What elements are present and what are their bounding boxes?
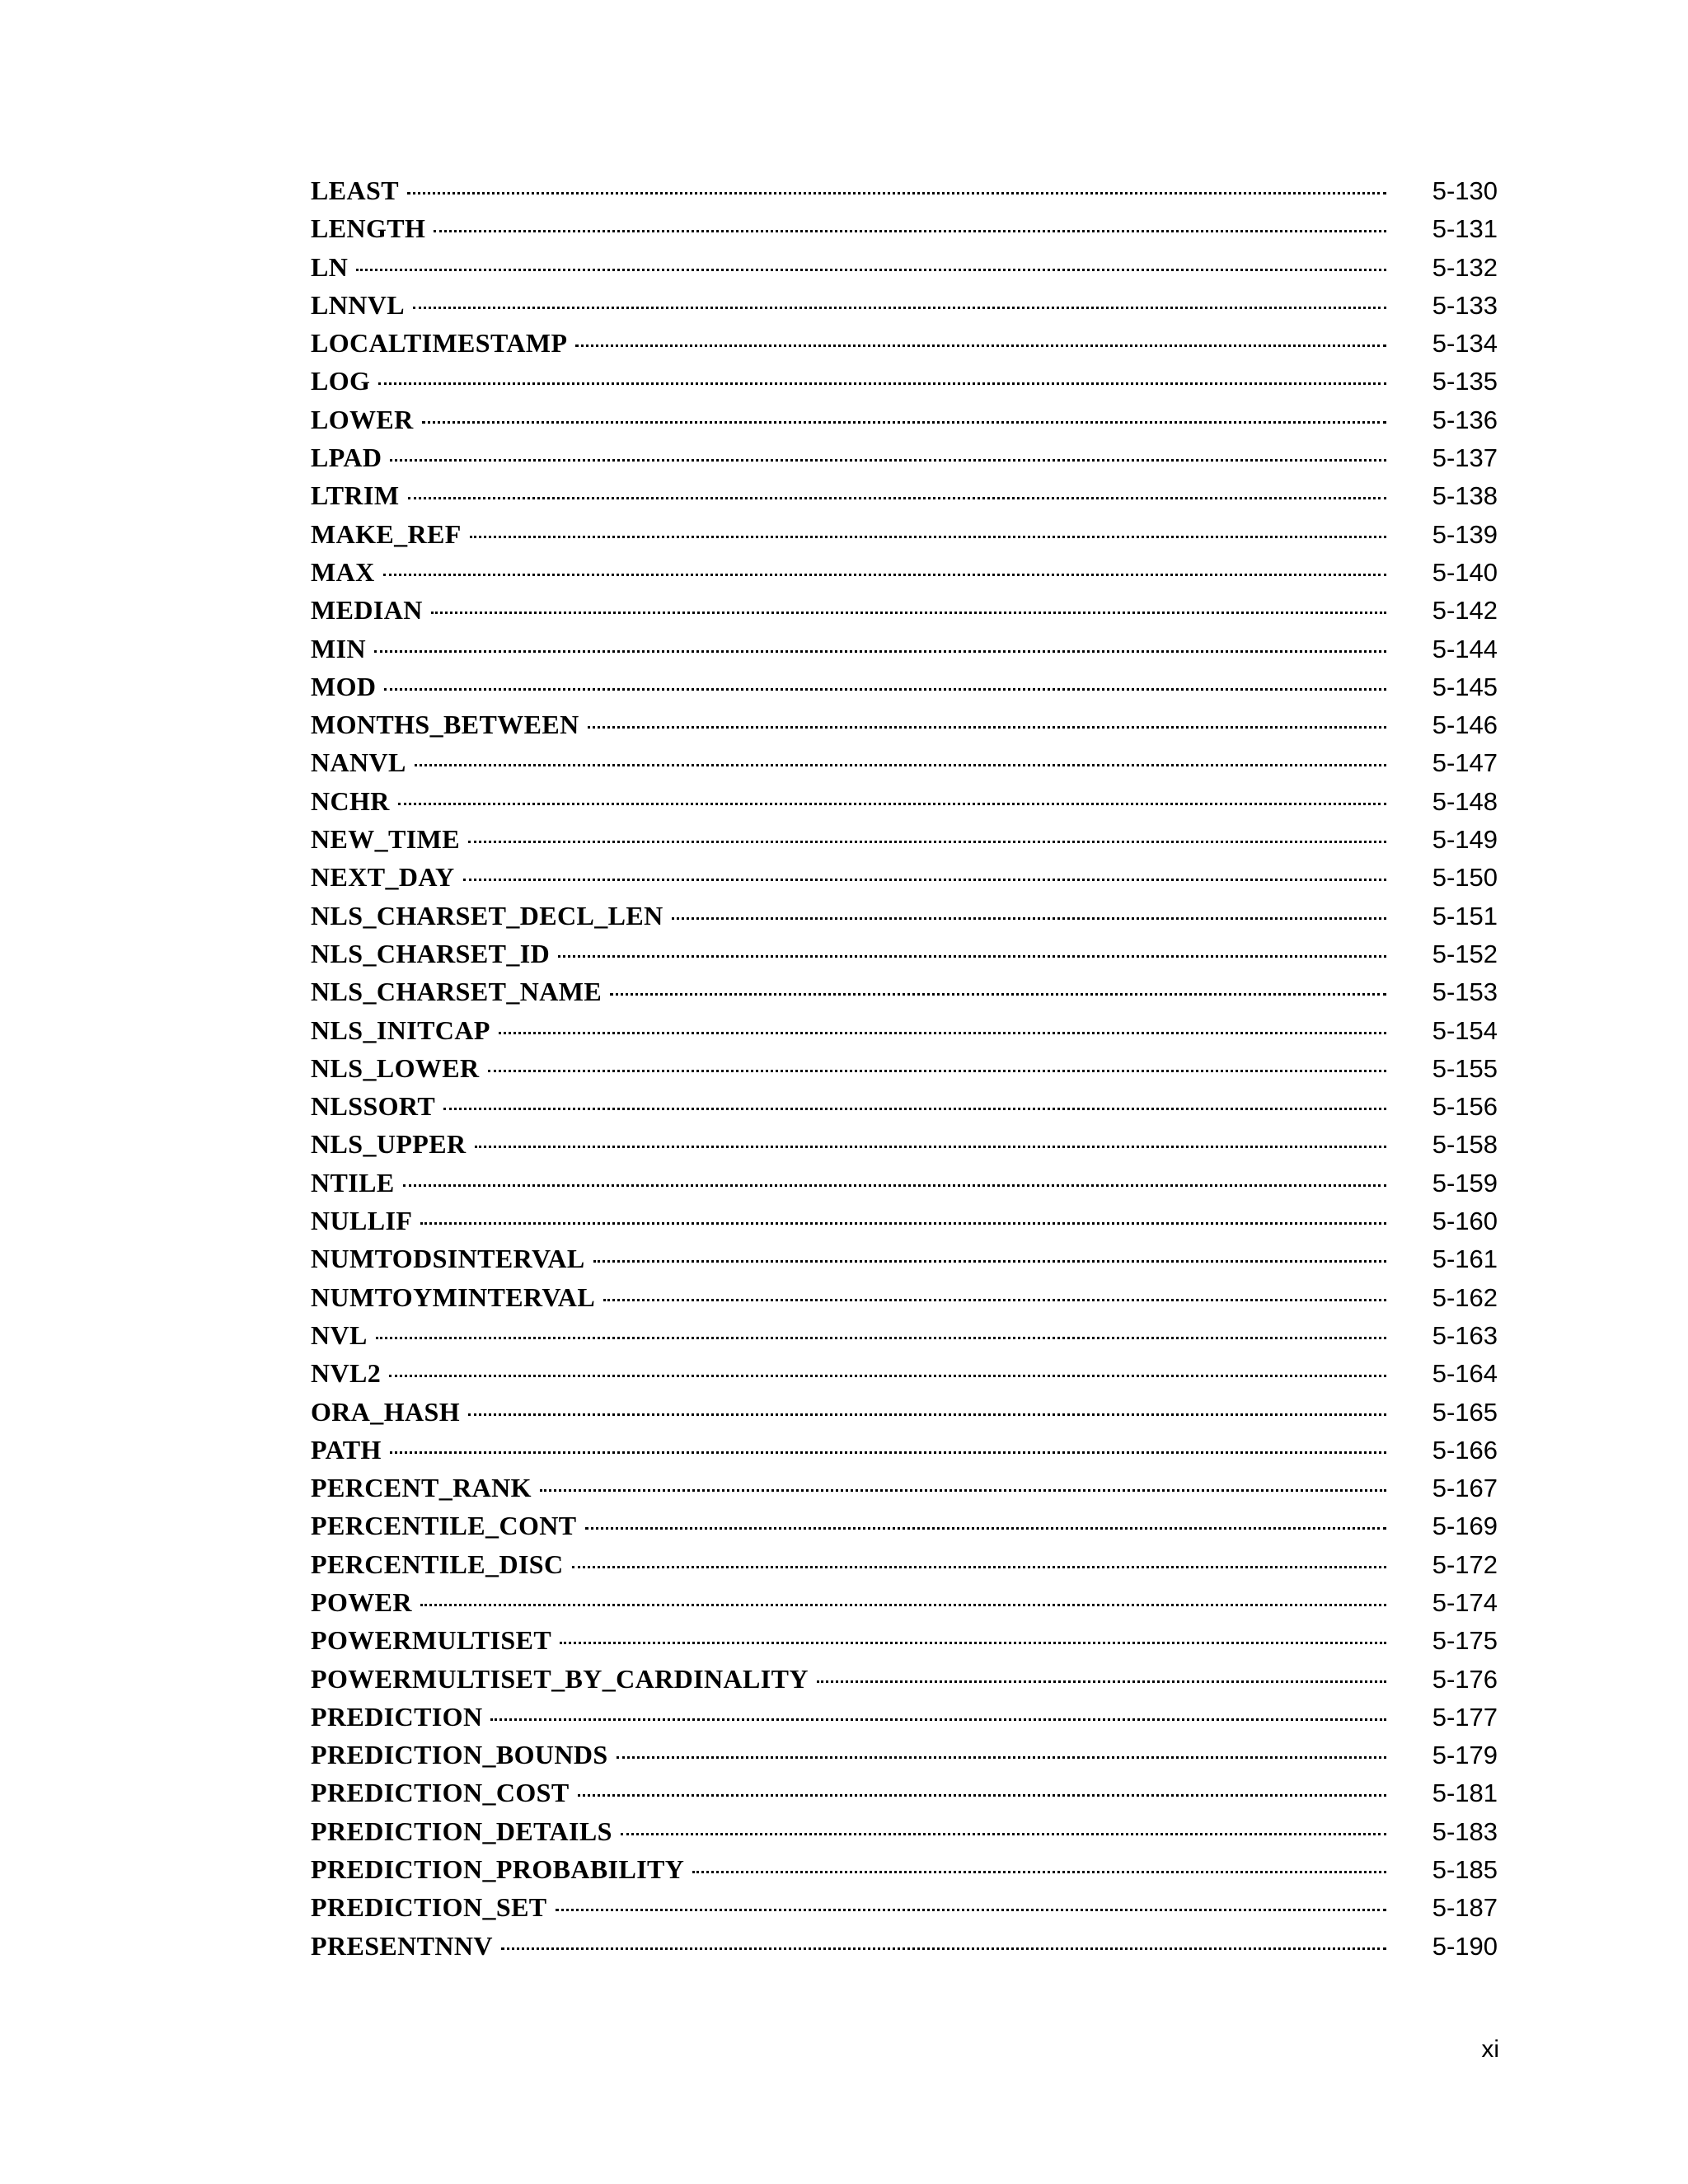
- toc-entry-page: 5-164: [1432, 1359, 1498, 1389]
- toc-entry[interactable]: [311, 1469, 1498, 1507]
- toc-entry-page: 5-159: [1432, 1168, 1498, 1197]
- toc-entry[interactable]: [311, 591, 1498, 629]
- toc-dot-leader: [610, 993, 1386, 996]
- toc-entry-page: 5-133: [1432, 290, 1498, 320]
- toc-entry-page: 5-136: [1432, 405, 1498, 434]
- toc-entry-title: LTRIM: [311, 480, 400, 511]
- toc-entry-title: PATH: [311, 1434, 382, 1465]
- toc-dot-leader: [468, 1413, 1386, 1416]
- toc-entry-title: NLS_CHARSET_DECL_LEN: [311, 900, 663, 930]
- toc-entry-title: PREDICTION: [311, 1701, 483, 1732]
- toc-dot-leader: [389, 1375, 1386, 1377]
- toc-entry[interactable]: [311, 897, 1498, 935]
- toc-entry-page: 5-150: [1432, 863, 1498, 893]
- toc-entry[interactable]: [311, 1545, 1498, 1583]
- toc-entry-page: 5-172: [1432, 1549, 1498, 1579]
- toc-entry-title: NVL2: [311, 1358, 382, 1389]
- toc-dot-leader: [617, 1756, 1386, 1759]
- toc-dot-leader: [578, 1794, 1386, 1797]
- toc-entry-title: MEDIAN: [311, 595, 423, 626]
- toc-dot-leader: [672, 917, 1386, 920]
- toc-entry[interactable]: [311, 1011, 1498, 1049]
- toc-entry-page: 5-135: [1432, 367, 1498, 396]
- toc-entry-page: 5-190: [1432, 1931, 1498, 1961]
- toc-dot-leader: [575, 344, 1386, 347]
- toc-entry-title: LOWER: [311, 404, 414, 434]
- toc-dot-leader: [572, 1566, 1386, 1568]
- toc-entry-title: PERCENTILE_DISC: [311, 1549, 564, 1579]
- toc-entry[interactable]: [311, 286, 1498, 324]
- toc-entry-page: 5-187: [1432, 1893, 1498, 1923]
- toc-entry[interactable]: [311, 1431, 1498, 1469]
- toc-entry-title: NLS_CHARSET_NAME: [311, 977, 603, 1007]
- toc-entry[interactable]: [311, 1698, 1498, 1736]
- toc-entry[interactable]: [311, 705, 1498, 743]
- toc-entry-page: 5-183: [1432, 1816, 1498, 1846]
- toc-entry-title: POWER: [311, 1586, 412, 1617]
- toc-entry-page: 5-161: [1432, 1244, 1498, 1274]
- toc-entry-title: NLS_LOWER: [311, 1052, 480, 1083]
- toc-entry[interactable]: [311, 438, 1498, 476]
- toc-entry-title: PREDICTION_SET: [311, 1892, 547, 1923]
- toc-entry[interactable]: [311, 401, 1498, 438]
- toc-entry-page: 5-154: [1432, 1015, 1498, 1045]
- toc-entry[interactable]: [311, 668, 1498, 705]
- toc-entry-page: 5-142: [1432, 596, 1498, 626]
- toc-entry-page: 5-165: [1432, 1397, 1498, 1427]
- toc-entry-title: POWERMULTISET_BY_CARDINALITY: [311, 1663, 809, 1694]
- toc-dot-leader: [470, 536, 1386, 538]
- toc-dot-leader: [408, 497, 1386, 499]
- toc-dot-leader: [443, 1108, 1386, 1110]
- toc-dot-leader: [540, 1489, 1386, 1492]
- toc-entry-title: PREDICTION_PROBABILITY: [311, 1854, 685, 1885]
- toc-entry-page: 5-158: [1432, 1130, 1498, 1160]
- toc-entry-page: 5-146: [1432, 710, 1498, 740]
- toc-entry-title: POWERMULTISET: [311, 1625, 552, 1656]
- toc-entry-page: 5-145: [1432, 672, 1498, 701]
- toc-entry-page: 5-137: [1432, 443, 1498, 473]
- toc-entry-title: MAKE_REF: [311, 518, 462, 549]
- toc-entry-page: 5-134: [1432, 329, 1498, 359]
- toc-entry-title: LENGTH: [311, 213, 426, 244]
- toc-dot-leader: [556, 1909, 1386, 1911]
- toc-entry-title: NUMTODSINTERVAL: [311, 1244, 585, 1274]
- toc-entry-page: 5-148: [1432, 786, 1498, 816]
- toc-entry-page: 5-131: [1432, 214, 1498, 244]
- toc-entry-page: 5-185: [1432, 1855, 1498, 1885]
- toc-entry[interactable]: [311, 476, 1498, 514]
- toc-entry-title: NLSSORT: [311, 1091, 436, 1122]
- toc-entry-title: PRESENTNNV: [311, 1930, 493, 1961]
- toc-entry-page: 5-167: [1432, 1474, 1498, 1503]
- toc-entry-title: MONTHS_BETWEEN: [311, 710, 579, 740]
- toc-dot-leader: [383, 574, 1386, 576]
- toc-entry[interactable]: [311, 1087, 1498, 1125]
- toc-dot-leader: [398, 803, 1386, 805]
- toc-entry-page: 5-139: [1432, 519, 1498, 549]
- toc-dot-leader: [490, 1718, 1386, 1721]
- toc-entry-page: 5-140: [1432, 557, 1498, 587]
- toc-entry-title: NULLIF: [311, 1206, 413, 1236]
- toc-entry-title: PERCENTILE_CONT: [311, 1511, 577, 1541]
- toc-entry-title: MOD: [311, 671, 377, 701]
- toc-entry-title: ORA_HASH: [311, 1396, 460, 1427]
- toc-dot-leader: [420, 1222, 1386, 1225]
- toc-entry[interactable]: [311, 1888, 1498, 1926]
- toc-dot-leader: [407, 192, 1386, 194]
- toc-dot-leader: [621, 1833, 1386, 1835]
- toc-dot-leader: [413, 307, 1386, 309]
- toc-entry-page: 5-144: [1432, 634, 1498, 663]
- toc-entry[interactable]: [311, 1660, 1498, 1698]
- toc-entry[interactable]: [311, 858, 1498, 896]
- toc-entry-title: NLS_CHARSET_ID: [311, 938, 551, 968]
- toc-entry[interactable]: [311, 743, 1498, 781]
- toc-entry[interactable]: [311, 630, 1498, 668]
- toc-entry-title: NLS_INITCAP: [311, 1015, 490, 1045]
- toc-entry-page: 5-174: [1432, 1587, 1498, 1617]
- toc-entry-title: NCHR: [311, 785, 390, 816]
- toc-entry-title: NVL: [311, 1319, 368, 1350]
- toc-entry-page: 5-151: [1432, 901, 1498, 930]
- toc-entry[interactable]: [311, 1202, 1498, 1240]
- toc-entry-title: LN: [311, 251, 349, 282]
- toc-dot-leader: [593, 1260, 1386, 1263]
- toc-entry[interactable]: [311, 782, 1498, 820]
- toc-dot-leader: [501, 1947, 1386, 1950]
- toc-dot-leader: [588, 726, 1386, 729]
- toc-entry[interactable]: [311, 1278, 1498, 1316]
- toc-entry-title: MAX: [311, 556, 375, 587]
- toc-entry[interactable]: [311, 1049, 1498, 1087]
- toc-dot-leader: [374, 650, 1386, 653]
- toc-entry[interactable]: [311, 324, 1498, 362]
- toc-entry-title: NANVL: [311, 748, 406, 778]
- toc-dot-leader: [376, 1337, 1386, 1339]
- toc-dot-leader: [692, 1871, 1386, 1873]
- toc-entry-title: LOCALTIMESTAMP: [311, 328, 568, 359]
- toc-entry[interactable]: [311, 1354, 1498, 1392]
- toc-dot-leader: [560, 1642, 1386, 1644]
- toc-dot-leader: [390, 1451, 1386, 1454]
- toc-entry-page: 5-152: [1432, 939, 1498, 968]
- toc-entry[interactable]: [311, 1125, 1498, 1163]
- toc-entry[interactable]: [311, 1774, 1498, 1811]
- toc-dot-leader: [585, 1527, 1387, 1530]
- page-number: xi: [1481, 2036, 1499, 2063]
- toc-entry-page: 5-163: [1432, 1320, 1498, 1350]
- toc-dot-leader: [468, 841, 1386, 843]
- toc-entry-page: 5-130: [1432, 176, 1498, 205]
- table-of-contents: [311, 171, 1498, 1965]
- toc-entry-title: PERCENT_RANK: [311, 1473, 532, 1503]
- toc-dot-leader: [356, 269, 1386, 271]
- toc-entry-title: LNNVL: [311, 289, 406, 320]
- toc-entry[interactable]: [311, 1164, 1498, 1202]
- toc-entry-title: PREDICTION_COST: [311, 1778, 570, 1808]
- toc-entry[interactable]: [311, 553, 1498, 591]
- toc-entry-title: NTILE: [311, 1167, 395, 1197]
- toc-dot-leader: [558, 955, 1386, 958]
- toc-dot-leader: [403, 1184, 1386, 1187]
- toc-dot-leader: [422, 421, 1386, 424]
- toc-entry[interactable]: [311, 1812, 1498, 1850]
- toc-dot-leader: [463, 879, 1387, 881]
- toc-entry[interactable]: [311, 1736, 1498, 1774]
- toc-entry-page: 5-155: [1432, 1053, 1498, 1083]
- toc-entry-page: 5-147: [1432, 748, 1498, 778]
- toc-entry[interactable]: [311, 209, 1498, 247]
- toc-dot-leader: [817, 1680, 1386, 1683]
- toc-dot-leader: [378, 382, 1386, 385]
- toc-entry[interactable]: [311, 515, 1498, 553]
- toc-entry[interactable]: [311, 1316, 1498, 1354]
- toc-dot-leader: [384, 688, 1386, 691]
- toc-dot-leader: [415, 764, 1386, 766]
- toc-dot-leader: [499, 1032, 1386, 1034]
- toc-entry-title: LPAD: [311, 443, 382, 473]
- toc-dot-leader: [420, 1604, 1386, 1606]
- toc-entry[interactable]: [311, 171, 1498, 209]
- toc-entry-page: 5-153: [1432, 977, 1498, 1007]
- toc-entry-page: 5-149: [1432, 825, 1498, 855]
- toc-entry-page: 5-181: [1432, 1779, 1498, 1808]
- toc-entry[interactable]: [311, 935, 1498, 972]
- toc-entry[interactable]: [311, 1583, 1498, 1621]
- toc-entry-title: PREDICTION_DETAILS: [311, 1816, 612, 1846]
- toc-entry[interactable]: [311, 1621, 1498, 1659]
- toc-entry-title: NEXT_DAY: [311, 862, 455, 893]
- toc-entry-title: NEW_TIME: [311, 824, 460, 855]
- toc-entry[interactable]: [311, 1393, 1498, 1431]
- toc-entry-page: 5-166: [1432, 1435, 1498, 1465]
- toc-entry-page: 5-177: [1432, 1702, 1498, 1732]
- toc-entry-title: MIN: [311, 633, 366, 663]
- toc-entry[interactable]: [311, 1507, 1498, 1544]
- toc-entry-title: NUMTOYMINTERVAL: [311, 1282, 596, 1312]
- toc-entry[interactable]: [311, 820, 1498, 858]
- toc-entry-page: 5-132: [1432, 252, 1498, 282]
- toc-dot-leader: [434, 230, 1386, 232]
- toc-dot-leader: [390, 459, 1386, 462]
- toc-entry-page: 5-175: [1432, 1626, 1498, 1656]
- toc-entry-page: 5-156: [1432, 1092, 1498, 1122]
- toc-entry-title: LOG: [311, 366, 371, 396]
- toc-entry-title: LEAST: [311, 176, 399, 205]
- toc-entry[interactable]: [311, 362, 1498, 400]
- toc-entry[interactable]: [311, 1927, 1498, 1965]
- toc-entry-page: 5-162: [1432, 1282, 1498, 1312]
- toc-dot-leader: [475, 1146, 1386, 1148]
- toc-entry[interactable]: [311, 1850, 1498, 1888]
- toc-entry[interactable]: [311, 248, 1498, 286]
- toc-entry-title: NLS_UPPER: [311, 1129, 467, 1160]
- toc-entry-page: 5-160: [1432, 1207, 1498, 1236]
- toc-entry-page: 5-176: [1432, 1664, 1498, 1694]
- toc-dot-leader: [603, 1299, 1386, 1301]
- toc-dot-leader: [488, 1070, 1386, 1072]
- toc-dot-leader: [431, 612, 1386, 614]
- toc-entry-page: 5-169: [1432, 1511, 1498, 1541]
- toc-entry-title: PREDICTION_BOUNDS: [311, 1740, 608, 1770]
- toc-entry-page: 5-138: [1432, 481, 1498, 511]
- toc-entry-page: 5-179: [1432, 1741, 1498, 1770]
- toc-entry[interactable]: [311, 1240, 1498, 1277]
- toc-entry[interactable]: [311, 972, 1498, 1010]
